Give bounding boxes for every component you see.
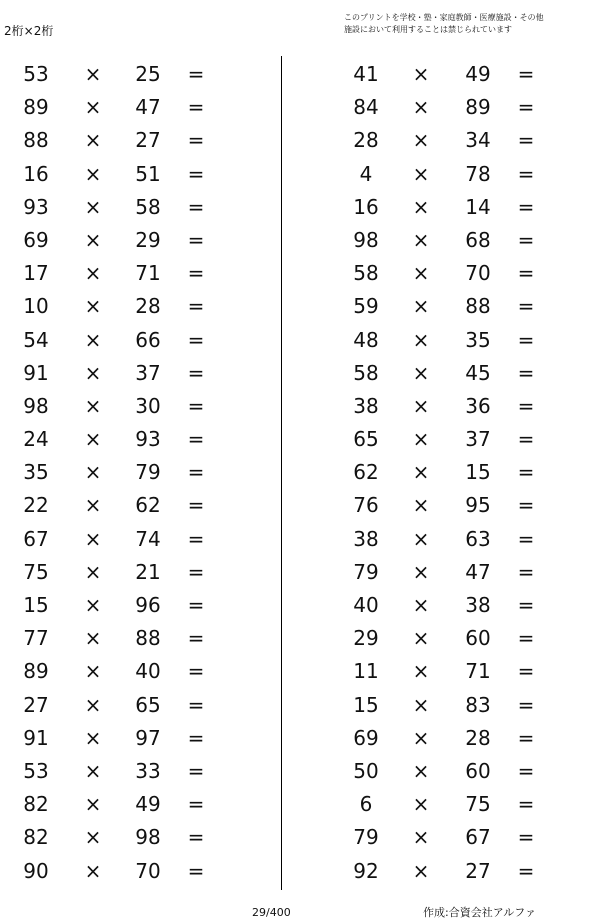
- multiply-sign: ×: [84, 825, 102, 850]
- first-operand: 75: [23, 559, 49, 584]
- multiply-sign: ×: [84, 626, 102, 651]
- first-operand: 76: [353, 493, 379, 518]
- first-operand: 38: [353, 393, 379, 418]
- problem-row: [0, 755, 240, 788]
- multiply-sign: ×: [412, 294, 430, 319]
- first-operand: 15: [353, 692, 379, 717]
- multiply-sign: ×: [84, 460, 102, 485]
- equals-sign: =: [187, 327, 205, 352]
- equals-sign: =: [517, 792, 535, 817]
- first-operand: 88: [23, 128, 49, 153]
- first-operand: 98: [23, 393, 49, 418]
- equals-sign: =: [517, 62, 535, 86]
- multiply-sign: ×: [412, 227, 430, 252]
- problem-row: [330, 324, 570, 357]
- first-operand: 40: [353, 593, 379, 617]
- multiply-sign: ×: [412, 792, 430, 817]
- second-operand: 97: [135, 725, 161, 750]
- problem-row: [0, 357, 240, 390]
- multiply-sign: ×: [412, 460, 430, 485]
- problem-row: [0, 655, 240, 688]
- first-operand: 48: [353, 327, 379, 352]
- multiply-sign: ×: [84, 227, 102, 252]
- multiply-sign: ×: [412, 626, 430, 651]
- first-operand: 65: [353, 427, 379, 452]
- problem-row: [330, 589, 570, 622]
- first-operand: 28: [353, 128, 379, 153]
- second-operand: 33: [135, 758, 161, 783]
- multiply-sign: ×: [412, 393, 430, 418]
- multiply-sign: ×: [412, 161, 430, 186]
- column-divider: [281, 56, 282, 890]
- multiply-sign: ×: [412, 95, 430, 120]
- problem-row: [0, 257, 240, 290]
- multiply-sign: ×: [84, 493, 102, 518]
- equals-sign: =: [187, 227, 205, 252]
- equals-sign: =: [187, 128, 205, 153]
- problem-row: [330, 191, 570, 224]
- equals-sign: =: [517, 692, 535, 717]
- first-operand: 98: [353, 227, 379, 252]
- second-operand: 34: [465, 128, 491, 153]
- multiply-sign: ×: [84, 858, 102, 883]
- second-operand: 28: [135, 294, 161, 319]
- equals-sign: =: [187, 460, 205, 485]
- multiply-sign: ×: [84, 792, 102, 817]
- multiply-sign: ×: [84, 294, 102, 319]
- multiply-sign: ×: [412, 593, 430, 617]
- equals-sign: =: [517, 758, 535, 783]
- multiply-sign: ×: [412, 427, 430, 452]
- multiply-sign: ×: [84, 194, 102, 219]
- first-operand: 41: [353, 62, 379, 86]
- second-operand: 60: [465, 626, 491, 651]
- equals-sign: =: [517, 261, 535, 286]
- multiply-sign: ×: [84, 659, 102, 684]
- page-number: 29/400: [252, 906, 291, 919]
- equals-sign: =: [187, 692, 205, 717]
- second-operand: 95: [465, 493, 491, 518]
- equals-sign: =: [187, 758, 205, 783]
- multiply-sign: ×: [412, 327, 430, 352]
- second-operand: 30: [135, 393, 161, 418]
- second-operand: 29: [135, 227, 161, 252]
- problem-row: [330, 224, 570, 257]
- problem-row: [0, 855, 240, 888]
- multiply-sign: ×: [412, 493, 430, 518]
- problem-row: [330, 456, 570, 489]
- equals-sign: =: [187, 62, 205, 86]
- equals-sign: =: [187, 593, 205, 617]
- second-operand: 89: [465, 95, 491, 120]
- second-operand: 66: [135, 327, 161, 352]
- problem-row: [0, 191, 240, 224]
- equals-sign: =: [187, 493, 205, 518]
- first-operand: 4: [359, 161, 373, 186]
- multiply-sign: ×: [84, 692, 102, 717]
- second-operand: 68: [465, 227, 491, 252]
- second-operand: 58: [135, 194, 161, 219]
- right-problem-column: [330, 58, 570, 888]
- multiply-sign: ×: [84, 526, 102, 551]
- problem-row: [0, 124, 240, 157]
- second-operand: 60: [465, 758, 491, 783]
- equals-sign: =: [187, 427, 205, 452]
- multiply-sign: ×: [84, 393, 102, 418]
- first-operand: 53: [23, 62, 49, 86]
- first-operand: 54: [23, 327, 49, 352]
- first-operand: 6: [359, 792, 373, 817]
- problem-row: [330, 622, 570, 655]
- equals-sign: =: [517, 227, 535, 252]
- problem-row: [0, 158, 240, 191]
- equals-sign: =: [517, 858, 535, 883]
- equals-sign: =: [517, 626, 535, 651]
- second-operand: 74: [135, 526, 161, 551]
- multiply-sign: ×: [84, 758, 102, 783]
- first-operand: 77: [23, 626, 49, 651]
- multiply-sign: ×: [412, 725, 430, 750]
- second-operand: 47: [465, 559, 491, 584]
- problem-row: [0, 324, 240, 357]
- second-operand: 47: [135, 95, 161, 120]
- second-operand: 93: [135, 427, 161, 452]
- problem-row: [0, 622, 240, 655]
- first-operand: 92: [353, 858, 379, 883]
- first-operand: 84: [353, 95, 379, 120]
- multiply-sign: ×: [412, 692, 430, 717]
- problem-row: [330, 357, 570, 390]
- equals-sign: =: [187, 95, 205, 120]
- equals-sign: =: [517, 427, 535, 452]
- first-operand: 79: [353, 559, 379, 584]
- problem-row: [330, 423, 570, 456]
- problem-row: [330, 755, 570, 788]
- multiply-sign: ×: [84, 161, 102, 186]
- multiply-sign: ×: [84, 128, 102, 153]
- second-operand: 15: [465, 460, 491, 485]
- problem-row: [330, 722, 570, 755]
- equals-sign: =: [187, 161, 205, 186]
- problem-row: [0, 290, 240, 323]
- equals-sign: =: [187, 792, 205, 817]
- first-operand: 58: [353, 360, 379, 385]
- problem-row: [0, 390, 240, 423]
- equals-sign: =: [517, 294, 535, 319]
- second-operand: 71: [465, 659, 491, 684]
- first-operand: 67: [23, 526, 49, 551]
- multiply-sign: ×: [84, 327, 102, 352]
- problem-row: [0, 589, 240, 622]
- multiply-sign: ×: [412, 62, 430, 86]
- problem-row: [330, 257, 570, 290]
- first-operand: 24: [23, 427, 49, 452]
- first-operand: 91: [23, 725, 49, 750]
- second-operand: 67: [465, 825, 491, 850]
- equals-sign: =: [517, 194, 535, 219]
- equals-sign: =: [517, 659, 535, 684]
- problem-row: [330, 523, 570, 556]
- second-operand: 78: [465, 161, 491, 186]
- first-operand: 69: [23, 227, 49, 252]
- first-operand: 90: [23, 858, 49, 883]
- equals-sign: =: [517, 128, 535, 153]
- problem-row: [330, 821, 570, 854]
- equals-sign: =: [517, 360, 535, 385]
- problem-row: [0, 722, 240, 755]
- problem-row: [0, 456, 240, 489]
- second-operand: 71: [135, 261, 161, 286]
- first-operand: 62: [353, 460, 379, 485]
- first-operand: 89: [23, 659, 49, 684]
- multiply-sign: ×: [412, 825, 430, 850]
- problem-row: [330, 91, 570, 124]
- second-operand: 14: [465, 194, 491, 219]
- equals-sign: =: [187, 526, 205, 551]
- equals-sign: =: [517, 327, 535, 352]
- second-operand: 38: [465, 593, 491, 617]
- second-operand: 65: [135, 692, 161, 717]
- first-operand: 38: [353, 526, 379, 551]
- equals-sign: =: [187, 626, 205, 651]
- multiply-sign: ×: [84, 559, 102, 584]
- problem-row: [330, 390, 570, 423]
- multiply-sign: ×: [412, 261, 430, 286]
- first-operand: 93: [23, 194, 49, 219]
- problem-row: [330, 124, 570, 157]
- first-operand: 10: [23, 294, 49, 319]
- problem-row: [0, 423, 240, 456]
- problem-row: [330, 158, 570, 191]
- problem-row: [330, 556, 570, 589]
- equals-sign: =: [187, 659, 205, 684]
- multiply-sign: ×: [84, 593, 102, 617]
- problem-row: [330, 689, 570, 722]
- second-operand: 21: [135, 559, 161, 584]
- multiply-sign: ×: [84, 427, 102, 452]
- first-operand: 58: [353, 261, 379, 286]
- second-operand: 27: [465, 858, 491, 883]
- equals-sign: =: [187, 559, 205, 584]
- second-operand: 83: [465, 692, 491, 717]
- first-operand: 59: [353, 294, 379, 319]
- second-operand: 63: [465, 526, 491, 551]
- second-operand: 35: [465, 327, 491, 352]
- equals-sign: =: [187, 294, 205, 319]
- equals-sign: =: [517, 493, 535, 518]
- equals-sign: =: [517, 393, 535, 418]
- equals-sign: =: [517, 161, 535, 186]
- second-operand: 88: [465, 294, 491, 319]
- first-operand: 50: [353, 758, 379, 783]
- equals-sign: =: [517, 460, 535, 485]
- second-operand: 49: [135, 792, 161, 817]
- problem-row: [330, 788, 570, 821]
- multiply-sign: ×: [412, 559, 430, 584]
- multiply-sign: ×: [412, 194, 430, 219]
- second-operand: 96: [135, 593, 161, 617]
- second-operand: 45: [465, 360, 491, 385]
- second-operand: 49: [465, 62, 491, 86]
- problem-row: [0, 523, 240, 556]
- second-operand: 37: [465, 427, 491, 452]
- first-operand: 69: [353, 725, 379, 750]
- second-operand: 62: [135, 493, 161, 518]
- second-operand: 27: [135, 128, 161, 153]
- second-operand: 70: [465, 261, 491, 286]
- first-operand: 16: [23, 161, 49, 186]
- equals-sign: =: [187, 825, 205, 850]
- problem-row: [0, 489, 240, 522]
- equals-sign: =: [517, 95, 535, 120]
- second-operand: 88: [135, 626, 161, 651]
- problem-row: [0, 821, 240, 854]
- equals-sign: =: [187, 194, 205, 219]
- first-operand: 27: [23, 692, 49, 717]
- first-operand: 53: [23, 758, 49, 783]
- multiply-sign: ×: [412, 659, 430, 684]
- first-operand: 82: [23, 825, 49, 850]
- equals-sign: =: [187, 858, 205, 883]
- second-operand: 98: [135, 825, 161, 850]
- multiply-sign: ×: [84, 62, 102, 86]
- multiply-sign: ×: [412, 526, 430, 551]
- first-operand: 89: [23, 95, 49, 120]
- equals-sign: =: [187, 725, 205, 750]
- problem-row: [330, 290, 570, 323]
- multiply-sign: ×: [412, 858, 430, 883]
- usage-notice: このプリントを学校・塾・家庭教師・医療施設・その他 施設において利用することは禁じられています: [344, 13, 544, 34]
- left-problem-column: [0, 58, 240, 888]
- second-operand: 37: [135, 360, 161, 385]
- problem-row: [0, 91, 240, 124]
- first-operand: 35: [23, 460, 49, 485]
- second-operand: 51: [135, 161, 161, 186]
- second-operand: 25: [135, 62, 161, 86]
- second-operand: 79: [135, 460, 161, 485]
- problem-row: [330, 489, 570, 522]
- first-operand: 82: [23, 792, 49, 817]
- second-operand: 75: [465, 792, 491, 817]
- worksheet-title: 2桁×2桁: [4, 24, 54, 38]
- second-operand: 28: [465, 725, 491, 750]
- first-operand: 15: [23, 593, 49, 617]
- first-operand: 91: [23, 360, 49, 385]
- equals-sign: =: [187, 393, 205, 418]
- equals-sign: =: [187, 360, 205, 385]
- equals-sign: =: [517, 725, 535, 750]
- multiply-sign: ×: [84, 725, 102, 750]
- problem-row: [0, 224, 240, 257]
- problem-row: [0, 58, 240, 91]
- second-operand: 70: [135, 858, 161, 883]
- equals-sign: =: [517, 593, 535, 617]
- first-operand: 29: [353, 626, 379, 651]
- multiply-sign: ×: [412, 360, 430, 385]
- first-operand: 16: [353, 194, 379, 219]
- equals-sign: =: [517, 825, 535, 850]
- first-operand: 11: [353, 659, 379, 684]
- equals-sign: =: [517, 559, 535, 584]
- multiply-sign: ×: [412, 758, 430, 783]
- author-credit: 作成:合資会社アルファ: [423, 906, 537, 919]
- first-operand: 79: [353, 825, 379, 850]
- multiply-sign: ×: [84, 261, 102, 286]
- multiply-sign: ×: [84, 360, 102, 385]
- problem-row: [330, 58, 570, 91]
- problem-row: [0, 556, 240, 589]
- first-operand: 22: [23, 493, 49, 518]
- multiply-sign: ×: [84, 95, 102, 120]
- problem-row: [0, 689, 240, 722]
- second-operand: 40: [135, 659, 161, 684]
- second-operand: 36: [465, 393, 491, 418]
- equals-sign: =: [517, 526, 535, 551]
- multiply-sign: ×: [412, 128, 430, 153]
- problem-row: [0, 788, 240, 821]
- problem-row: [330, 855, 570, 888]
- first-operand: 17: [23, 261, 49, 286]
- problem-row: [330, 655, 570, 688]
- equals-sign: =: [187, 261, 205, 286]
